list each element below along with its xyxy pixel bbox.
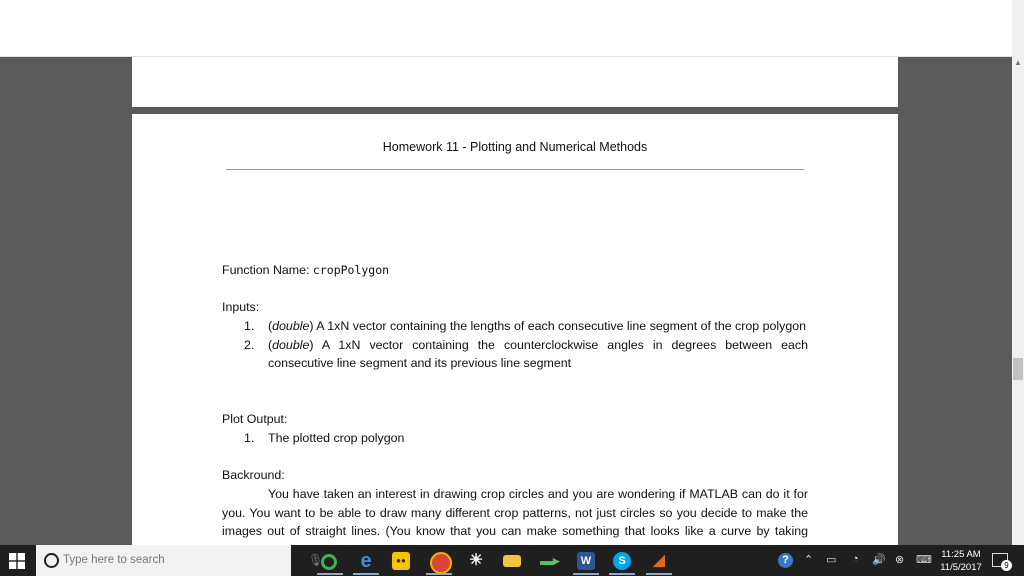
- app-arrow-icon[interactable]: ▬▸: [540, 553, 560, 568]
- background-label: Backround:: [222, 468, 285, 482]
- volume-icon[interactable]: 🔊: [872, 554, 886, 566]
- scroll-thumb[interactable]: [1013, 358, 1023, 380]
- system-clock[interactable]: [936, 548, 986, 574]
- plot-output-section: [222, 410, 808, 448]
- previous-page: [132, 57, 898, 107]
- input-description: A 1xN vector containing the counterclockwise angles in degrees between each consecutive line segment and its previous line segment: [268, 337, 808, 371]
- chevron-up-icon[interactable]: ⌃: [804, 554, 814, 566]
- cortana-icon: [44, 553, 59, 568]
- input-description: A 1xN vector containing the lengths of each consecutive line segment of the crop polygon: [313, 318, 806, 333]
- help-icon[interactable]: ?: [778, 553, 793, 568]
- app-active-indicator: [317, 573, 343, 575]
- windows-start-icon[interactable]: [9, 553, 25, 569]
- input-type: double: [272, 337, 310, 352]
- background-paragraph: You have taken an interest in drawing crop circles and you are wondering if MATLAB can do it for you. You want to be able to draw many different crop patterns, not just circles so you decide to make the images out of straight lines. (You know that you can make something that looks like a curve by taking: [222, 486, 808, 539]
- clock-time: 11:25 AM: [941, 549, 981, 560]
- file-explorer-icon[interactable]: [503, 555, 521, 567]
- chrome-icon[interactable]: [430, 552, 452, 574]
- app-active-indicator: [609, 573, 635, 575]
- scroll-up-arrow-icon[interactable]: ▲: [1014, 58, 1022, 67]
- app-green-ring-icon[interactable]: [321, 554, 337, 570]
- output-description: The plotted crop polygon: [268, 430, 405, 445]
- vertical-scrollbar[interactable]: [1012, 0, 1024, 545]
- list-item: 1. (double) A 1xN vector containing the lengths of each consecutive line segment of the crop polygon: [222, 317, 808, 336]
- header-rule: [226, 169, 804, 170]
- input-type: double: [272, 318, 310, 333]
- keyboard-icon[interactable]: ⌨: [916, 554, 932, 566]
- chat-app-icon[interactable]: ●●: [392, 552, 410, 570]
- page-header: Homework 11 - Plotting and Numerical Methods: [382, 140, 648, 154]
- edge-browser-icon[interactable]: e: [360, 550, 372, 572]
- function-name-line: [222, 261, 808, 280]
- list-number: 2.: [244, 337, 255, 352]
- close-circle-icon[interactable]: ⊗: [895, 554, 905, 566]
- app-active-indicator: [353, 573, 379, 575]
- brightness-sun-icon[interactable]: ☀: [468, 552, 484, 569]
- matlab-icon[interactable]: ◢: [653, 552, 665, 569]
- inputs-label: Inputs:: [222, 300, 260, 314]
- function-name: cropPolygon: [312, 263, 390, 277]
- background-section: [222, 466, 808, 545]
- list-item: [222, 429, 808, 448]
- microphone-icon[interactable]: 🎙: [308, 553, 324, 567]
- wifi-icon[interactable]: ◔: [852, 553, 859, 565]
- skype-icon[interactable]: S: [613, 552, 631, 570]
- app-active-indicator: [573, 573, 599, 575]
- notification-badge: 9: [1001, 560, 1012, 571]
- toolbar-area: [0, 0, 1012, 57]
- document-viewer[interactable]: [0, 57, 1012, 545]
- plot-output-label: Plot Output:: [222, 412, 288, 426]
- battery-icon[interactable]: ▭: [826, 554, 837, 566]
- document-page: [132, 114, 898, 545]
- taskbar: [0, 545, 1024, 576]
- app-active-indicator: [646, 573, 672, 575]
- taskbar-search-box[interactable]: [36, 545, 324, 576]
- function-name-label: Function Name:: [222, 263, 310, 277]
- inputs-section: [222, 298, 808, 373]
- list-item: 2. (double) A 1xN vector containing the counterclockwise angles in degrees between each consecutive line segment and its previous line segment: [244, 337, 808, 371]
- list-number: 1.: [244, 430, 255, 445]
- app-active-indicator: [426, 573, 452, 575]
- clock-date: 11/5/2017: [940, 562, 982, 573]
- word-icon[interactable]: W: [577, 552, 595, 570]
- search-placeholder: Type here to search: [63, 554, 165, 566]
- list-number: 1.: [244, 318, 255, 333]
